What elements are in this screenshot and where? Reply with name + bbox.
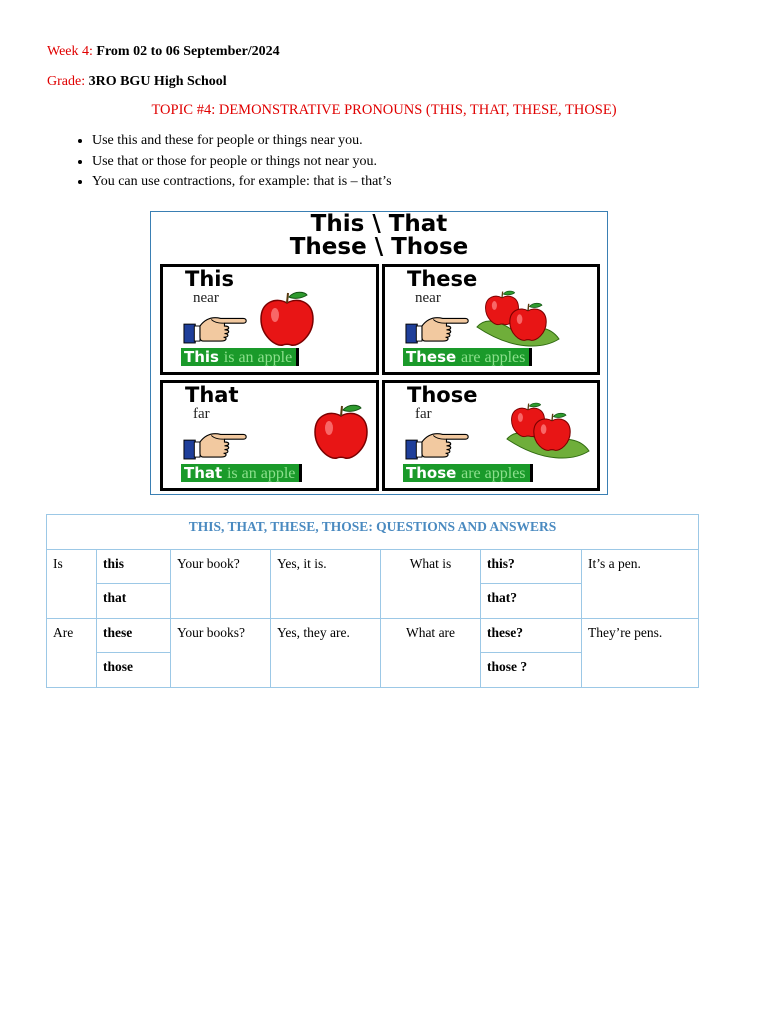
sentence-bar [181,348,299,366]
table-title: THIS, THAT, THESE, THOSE: QUESTIONS AND ANSWERS [47,515,699,550]
table-cell-question: these? [481,619,582,653]
panel-distance: near [415,290,441,306]
illustration-title-line2: These \ Those [289,234,469,260]
grade-value: 3RO BGU High School [88,74,227,89]
illustration-title-line1: This \ That [310,211,448,237]
table-cell-reply: They’re pens. [582,619,699,688]
rule-item: • You can use contractions, for example: that is – that’s [92,173,392,194]
bar-rest: is an apple [226,465,296,482]
rule-item: • Use this and these for people or things near you. [92,132,392,153]
table-cell-question: those ? [481,653,582,688]
table-cell-answer: Yes, they are. [271,619,381,688]
apple-icon [311,401,371,463]
table-cell-verb: Are [47,619,97,688]
table-cell-answer: Yes, it is. [271,550,381,619]
panel-that [160,380,379,491]
table-cell-question: this? [481,550,582,584]
table-row [47,619,699,653]
rules-list [72,132,392,194]
grade-label: Grade: [47,74,86,89]
week-line [47,44,280,60]
qa-table [46,514,699,688]
panel-those [382,380,600,491]
panel-distance: near [193,290,219,306]
grade-line [47,74,227,90]
panel-these [382,264,600,375]
bar-rest: are apples [460,349,526,366]
bar-word: These [406,348,457,366]
table-row [47,550,699,584]
panel-distance: far [193,406,210,422]
panel-distance: far [415,406,432,422]
topic-title: TOPIC #4: DEMONSTRATIVE PRONOUNS (THIS, THAT, THESE, THOSE) [151,102,617,118]
table-cell-wh: What are [381,619,481,688]
bar-word: That [184,464,223,482]
panel-this [160,264,379,375]
table-cell-reply: It’s a pen. [582,550,699,619]
panel-word: This [185,267,234,291]
table-cell-object: Your books? [171,619,271,688]
table-cell-pronoun: these [97,619,171,653]
bar-word: This [184,348,219,366]
panel-word: Those [407,383,478,407]
apple-icon [257,289,317,349]
bar-word: Those [406,464,457,482]
pointing-hand-icon [405,307,471,345]
week-label: Week 4: [47,44,93,59]
table-cell-pronoun: those [97,653,171,688]
bar-rest: are apples [461,465,526,482]
panel-word: That [185,383,239,407]
apples-icon [473,287,561,353]
table-cell-pronoun: that [97,584,171,619]
sentence-bar [403,464,533,482]
pointing-hand-icon [183,423,249,461]
table-cell-wh: What is [381,550,481,619]
sentence-bar [181,464,302,482]
apples-icon [503,399,593,465]
pointing-hand-icon [405,423,471,461]
table-title-row [47,515,699,550]
table-cell-object: Your book? [171,550,271,619]
table-cell-question: that? [481,584,582,619]
panel-word: These [407,267,478,291]
rule-item: • Use that or those for people or things not near you. [92,153,392,174]
sentence-bar [403,348,532,366]
week-value: From 02 to 06 September/2024 [96,44,280,59]
demonstratives-illustration [150,211,608,495]
table-cell-verb: Is [47,550,97,619]
bar-rest: is an apple [223,349,293,366]
pointing-hand-icon [183,307,249,345]
table-cell-pronoun: this [97,550,171,584]
